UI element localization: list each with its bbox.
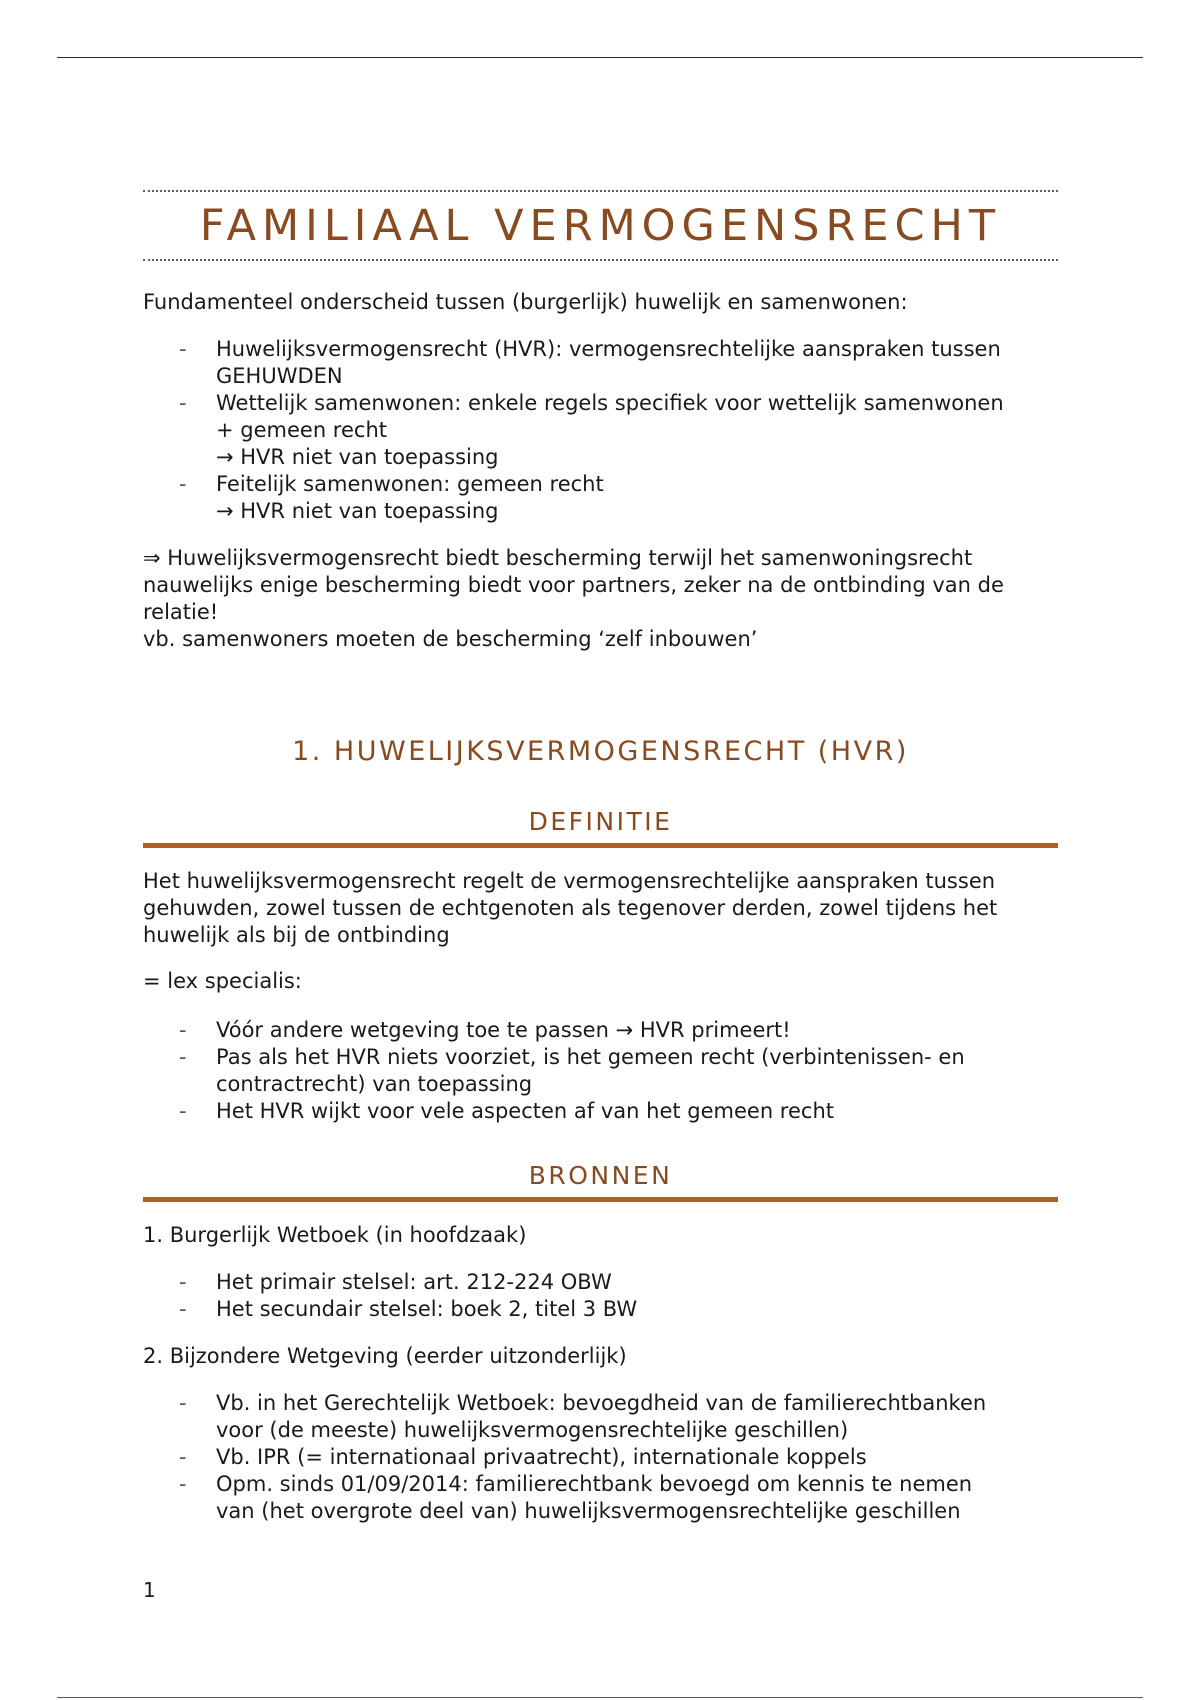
intro-paragraph: Fundamenteel onderscheid tussen (burgerlijk) huwelijk en samenwonen: bbox=[143, 290, 908, 314]
list-item: - Opm. sinds 01/09/2014: familierechtbank bevoegd om kennis te nemen van (het overgrote deel van) huwelijksvermogensrechtelijke geschillen bbox=[179, 1472, 973, 1523]
list-item: - Huwelijksvermogensrecht (HVR): vermogensrechtelijke aanspraken tussen GEHUWDEN bbox=[179, 337, 1001, 388]
title-dotted-rule-bottom bbox=[143, 259, 1058, 261]
bullet-dash: - bbox=[179, 472, 187, 496]
intro-list bbox=[143, 336, 1058, 525]
title-dotted-rule-top bbox=[143, 190, 1058, 192]
subheading-bronnen: BRONNEN bbox=[528, 1161, 673, 1190]
header-rule bbox=[57, 57, 1143, 58]
source1-list bbox=[143, 1269, 1058, 1323]
source-heading-bijzondere: 2. Bijzondere Wetgeving (eerder uitzonderlijk) bbox=[143, 1344, 627, 1368]
bullet-dash: - bbox=[179, 1445, 187, 1469]
document-title: FAMILIAAL VERMOGENSRECHT bbox=[199, 201, 1002, 251]
heading-underline bbox=[143, 1197, 1058, 1202]
list-item: - Wettelijk samenwonen: enkele regels specifiek voor wettelijk samenwonen + gemeen recht → HVR niet van toepassing bbox=[179, 391, 1004, 469]
page-number: 1 bbox=[143, 1578, 156, 1602]
source2-list bbox=[143, 1390, 1058, 1525]
list-item: - Feitelijk samenwonen: gemeen recht → HVR niet van toepassing bbox=[179, 472, 604, 523]
list-item: - Pas als het HVR niets voorziet, is het gemeen recht (verbintenissen- en contractrecht) van toepassing bbox=[179, 1045, 965, 1096]
bullet-dash: - bbox=[179, 337, 187, 361]
list-item: - Het HVR wijkt voor vele aspecten af van het gemeen recht bbox=[179, 1099, 834, 1123]
lex-specialis-line: = lex specialis: bbox=[143, 969, 302, 993]
list-item: - Vb. in het Gerechtelijk Wetboek: bevoegdheid van de familierechtbanken voor (de meeste) huwelijksvermogensrechtelijke geschillen) bbox=[179, 1391, 987, 1442]
bullet-dash: - bbox=[179, 1018, 187, 1042]
bullet-dash: - bbox=[179, 1391, 187, 1415]
list-item: - Vóór andere wetgeving toe te passen → HVR primeert! bbox=[179, 1018, 791, 1042]
subheading-definitie: DEFINITIE bbox=[528, 807, 673, 836]
bullet-dash: - bbox=[179, 1099, 187, 1123]
section-heading-hvr: 1. HUWELIJKSVERMOGENSRECHT (HVR) bbox=[292, 736, 909, 767]
source-heading-bw: 1. Burgerlijk Wetboek (in hoofdzaak) bbox=[143, 1223, 527, 1247]
heading-underline bbox=[143, 843, 1058, 848]
bullet-dash: - bbox=[179, 1472, 187, 1496]
definition-paragraph: Het huwelijksvermogensrecht regelt de vermogensrechtelijke aanspraken tussen gehuwden, zowel tussen de echtgenoten als tegenover derden, zowel tijdens het huwelijk als bij de ontbinding bbox=[143, 869, 998, 947]
bullet-dash: - bbox=[179, 1270, 187, 1294]
bullet-dash: - bbox=[179, 391, 187, 415]
conclusion-paragraph: ⇒ Huwelijksvermogensrecht biedt bescherming terwijl het samenwoningsrecht nauwelijks enige bescherming biedt voor partners, zeker na de ontbinding van de relatie! vb. samenwoners moeten de bescherming ‘zelf inbouwen’ bbox=[143, 546, 1004, 651]
list-item: - Het secundair stelsel: boek 2, titel 3 BW bbox=[179, 1297, 638, 1321]
lex-specialis-list bbox=[143, 1017, 1058, 1125]
list-item: - Het primair stelsel: art. 212-224 OBW bbox=[179, 1270, 612, 1294]
list-item: - Vb. IPR (= internationaal privaatrecht), internationale koppels bbox=[179, 1445, 867, 1469]
footer-rule bbox=[57, 1697, 1143, 1698]
bullet-dash: - bbox=[179, 1297, 187, 1321]
bullet-dash: - bbox=[179, 1045, 187, 1069]
page-content bbox=[143, 190, 1058, 1525]
